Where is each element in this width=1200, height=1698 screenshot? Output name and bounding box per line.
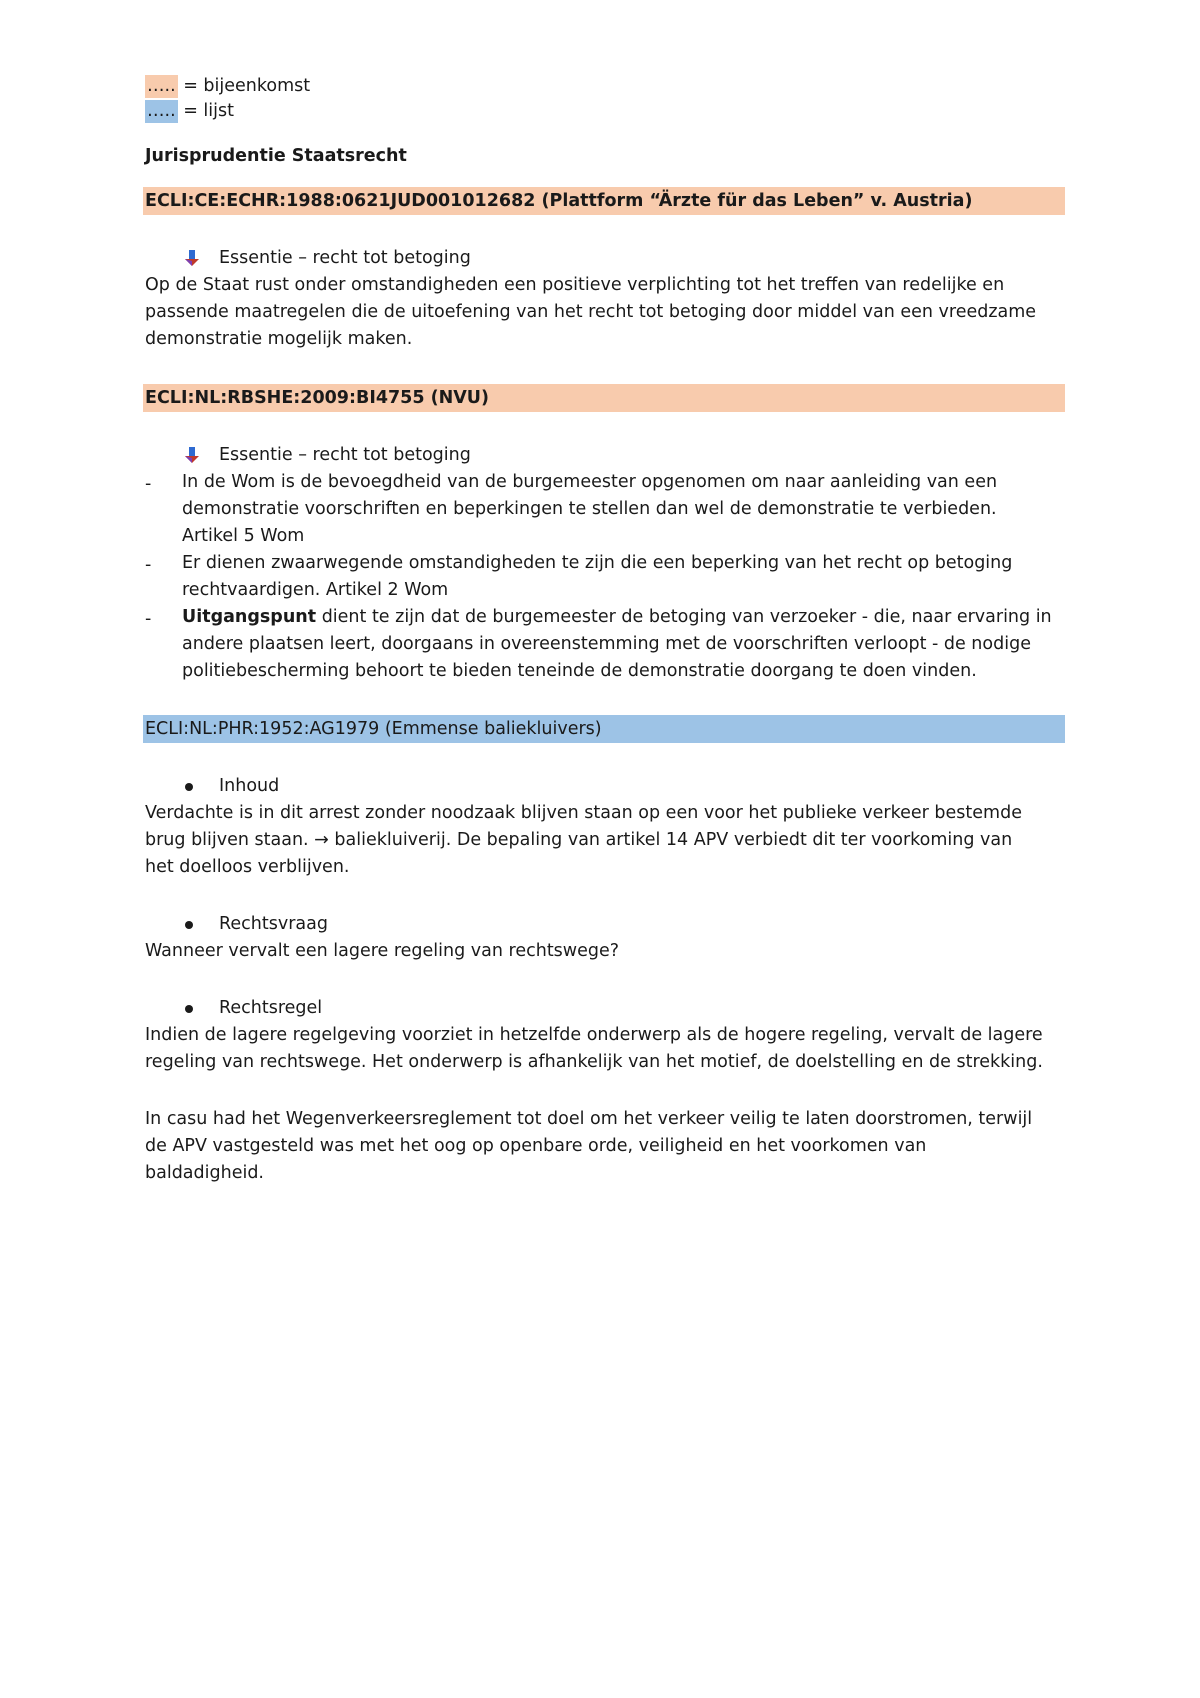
paragraph-line: Wanneer vervalt een lagere regeling van rechtswege? — [145, 941, 620, 961]
list-item — [145, 604, 1065, 685]
legend-swatch-bijeenkomst: ….. — [147, 76, 176, 96]
legend-label-bijeenkomst: = bijeenkomst — [177, 76, 311, 96]
list-item-line: In de Wom is de bevoegdheid van de burgemeester opgenomen om naar aanleiding van een — [182, 472, 998, 492]
paragraph-line: baldadigheid. — [145, 1163, 264, 1183]
closing-paragraph — [145, 1106, 1065, 1187]
bold-lead-uitgangspunt: Uitgangspunt — [182, 607, 317, 627]
paragraph-line: de APV vastgesteld was met het oog op openbare orde, veiligheid en het voorkomen van — [145, 1136, 927, 1156]
essentie-heading-2: Essentie – recht tot betoging — [219, 445, 471, 465]
essentie-heading-1: Essentie – recht tot betoging — [219, 248, 471, 268]
section-inhoud — [145, 773, 1065, 800]
dash-marker: - — [145, 609, 152, 629]
paragraph-line: Indien de lagere regelgeving voorziet in hetzelfde onderwerp als de hogere regeling, vervalt de lagere — [145, 1025, 1043, 1045]
section-inhoud-text — [145, 800, 1065, 881]
section-heading: Inhoud — [219, 776, 280, 796]
bullet-dot-icon — [185, 783, 193, 791]
list-item-line: politiebescherming behoort te bieden teneinde de demonstratie doorgang te doen vinden. — [182, 661, 977, 681]
list-item — [145, 550, 1065, 604]
legend-label-lijst: = lijst — [177, 101, 234, 121]
document-title: Jurisprudentie Staatsrecht — [145, 146, 407, 166]
list-item — [145, 469, 1065, 550]
case-1-paragraph — [145, 272, 1065, 353]
section-rechtsvraag-text — [145, 938, 1065, 965]
list-item-line — [182, 604, 1065, 631]
section-heading: Rechtsvraag — [219, 914, 328, 934]
list-item-line: andere plaatsen leert, doorgaans in overeenstemming met de voorschriften verloopt - de nodige — [182, 634, 1031, 654]
arrow-bullet-icon — [182, 442, 202, 469]
paragraph-line: passende maatregelen die de uitoefening van het recht tot betoging door middel van een vreedzame — [145, 302, 1037, 322]
legend-bijeenkomst — [145, 74, 1065, 99]
nvu-dash-list — [145, 469, 1065, 685]
document-content — [145, 74, 1065, 1187]
bullet-dot-icon — [185, 1005, 193, 1013]
list-item-line: demonstratie voorschriften en beperkingen te stellen dan wel de demonstratie te verbieden. — [182, 499, 997, 519]
section-rechtsvraag — [145, 911, 1065, 938]
paragraph-line: brug blijven staan. → baliekluiverij. De bepaling van artikel 14 APV verbiedt dit ter voorkoming van — [145, 830, 1013, 850]
paragraph-line: het doelloos verblijven. — [145, 857, 350, 877]
list-item-line: Artikel 5 Wom — [182, 526, 305, 546]
dash-marker: - — [145, 555, 152, 575]
case-header-plattform: ECLI:CE:ECHR:1988:0621JUD001012682 (Plattform “Ärzte für das Leben” v. Austria) — [143, 187, 1065, 215]
bullet-dot-icon — [185, 921, 193, 929]
paragraph-line: Op de Staat rust onder omstandigheden een positieve verplichting tot het treffen van redelijke en — [145, 275, 1005, 295]
section-rechtsregel — [145, 995, 1065, 1022]
paragraph-line: regeling van rechtswege. Het onderwerp is afhankelijk van het motief, de doelstelling en de strekking. — [145, 1052, 1043, 1072]
list-item-line: Er dienen zwaarwegende omstandigheden te zijn die een beperking van het recht op betoging — [182, 553, 1013, 573]
paragraph-line: Verdachte is in dit arrest zonder noodzaak blijven staan op een voor het publieke verkeer bestemde — [145, 803, 1022, 823]
section-heading: Rechtsregel — [219, 998, 323, 1018]
essentie-item-1 — [145, 245, 1065, 272]
legend-lijst — [145, 99, 1065, 124]
dash-marker: - — [145, 474, 152, 494]
legend-swatch-lijst: ….. — [147, 101, 176, 121]
paragraph-line: In casu had het Wegenverkeersreglement tot doel om het verkeer veilig te laten doorstromen, terwijl — [145, 1109, 1033, 1129]
essentie-item-2 — [145, 442, 1065, 469]
paragraph-line: demonstratie mogelijk maken. — [145, 329, 413, 349]
list-item-line-rest: dient te zijn dat de burgemeester de betoging van verzoeker - die, naar ervaring in — [316, 607, 1052, 627]
case-header-ecli: ECLI:NL:PHR:1952:AG1979 — [145, 719, 380, 739]
case-header-nvu: ECLI:NL:RBSHE:2009:BI4755 (NVU) — [143, 384, 1065, 412]
case-header-title: (Emmense baliekluivers) — [379, 719, 602, 739]
list-item-line: rechtvaardigen. Artikel 2 Wom — [182, 580, 449, 600]
case-header-emmense — [143, 715, 1065, 743]
arrow-bullet-icon — [182, 245, 202, 272]
section-rechtsregel-text — [145, 1022, 1065, 1076]
